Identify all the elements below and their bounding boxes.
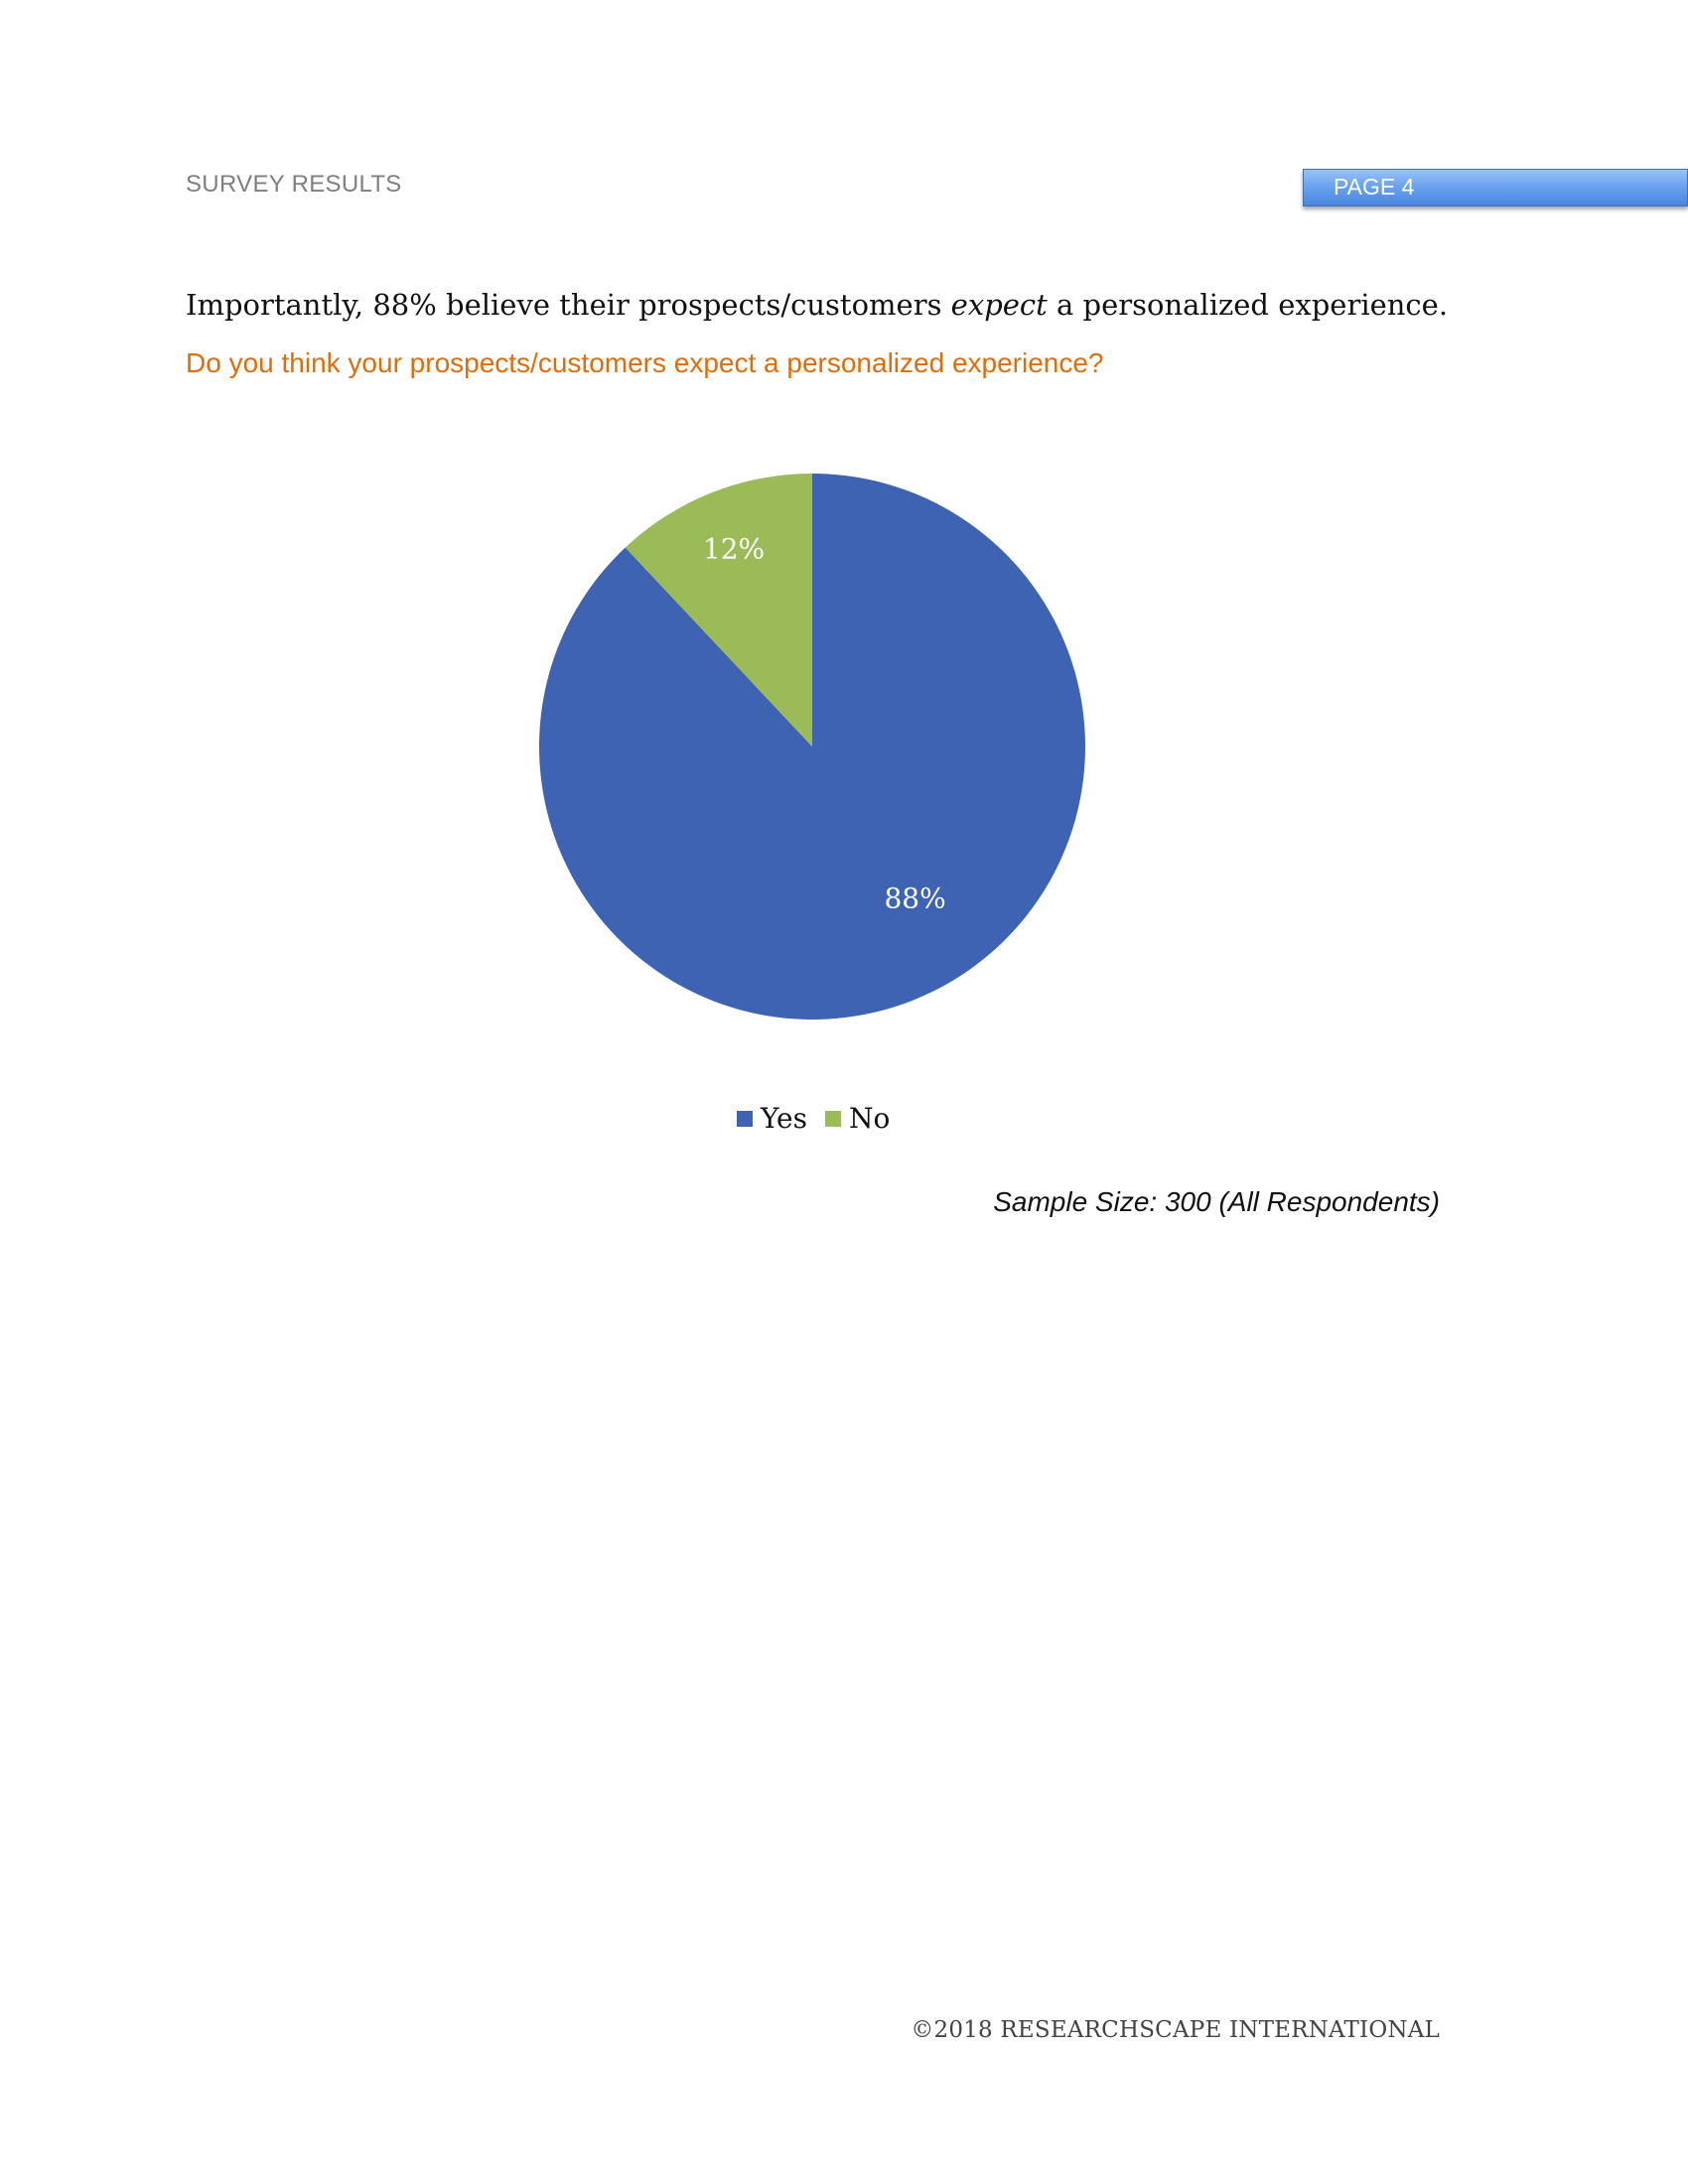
- sample-size-note: Sample Size: 300 (All Respondents): [993, 1186, 1440, 1217]
- copyright-footer: ©2018 RESEARCHSCAPE INTERNATIONAL: [911, 2017, 1440, 2043]
- legend-item-yes: [737, 1102, 807, 1135]
- chart-legend: [737, 1102, 908, 1135]
- pie-label-yes: 88%: [884, 882, 946, 915]
- pie-slices: [539, 474, 1085, 1020]
- legend-item-no: [825, 1102, 890, 1135]
- section-label: SURVEY RESULTS: [186, 171, 402, 198]
- legend-swatch-no: [825, 1111, 841, 1127]
- page-number-label: PAGE 4: [1334, 174, 1415, 200]
- legend-swatch-yes: [737, 1111, 753, 1127]
- headline-before: Importantly, 88% believe their prospects/customers: [186, 288, 951, 322]
- headline-after: a personalized experience.: [1047, 288, 1449, 322]
- survey-question: Do you think your prospects/customers expect a personalized experience?: [186, 347, 1104, 378]
- pie-label-no: 12%: [702, 532, 766, 566]
- headline-emphasis: expect: [950, 288, 1048, 322]
- legend-label-yes: Yes: [761, 1102, 807, 1135]
- legend-label-no: No: [849, 1102, 891, 1135]
